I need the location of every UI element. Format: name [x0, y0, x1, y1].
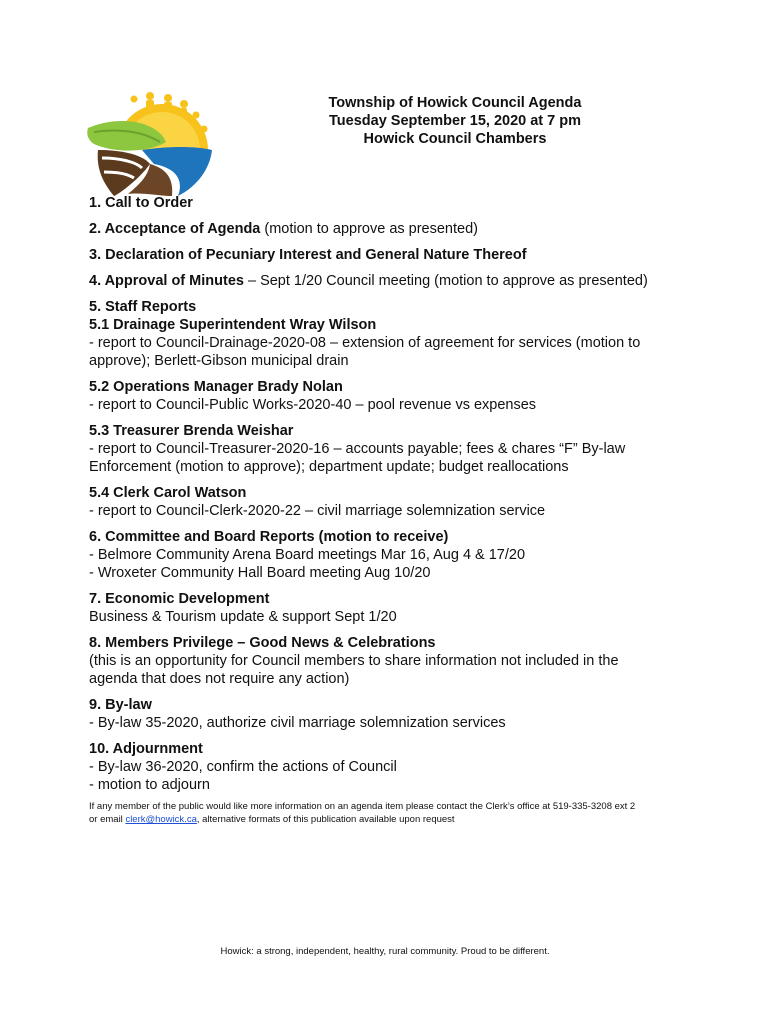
notice-prefix: or email — [89, 814, 126, 825]
item-title: 2. Acceptance of Agenda — [89, 221, 261, 237]
item-text: - By-law 36-2020, confirm the actions of Council — [89, 759, 397, 775]
subitem-text: Enforcement (motion to approve); department update; budget reallocations — [89, 459, 569, 475]
subitem-text: - report to Council-Treasurer-2020-16 – accounts payable; fees & chares “F” By-law — [89, 441, 626, 457]
subitem-text: - report to Council-Public Works-2020-40 – pool revenue vs expenses — [89, 397, 537, 413]
item-title: 4. Approval of Minutes — [89, 273, 244, 289]
item-title: 10. Adjournment — [89, 741, 203, 757]
howick-logo-icon — [80, 88, 220, 198]
item-text: - By-law 35-2020, authorize civil marriage solemnization services — [89, 715, 506, 731]
item-text: (this is an opportunity for Council members to share information not included in the — [89, 653, 619, 669]
item-treasurer — [89, 422, 689, 476]
subitem-text: approve); Berlett-Gibson municipal drain — [89, 353, 349, 369]
item-text: - Belmore Community Arena Board meetings Mar 16, Aug 4 & 17/20 — [89, 547, 526, 563]
item-text: - motion to adjourn — [89, 777, 210, 793]
item-text: - Wroxeter Community Hall Board meeting Aug 10/20 — [89, 565, 431, 581]
subitem-title: 5.3 Treasurer Brenda Weishar — [89, 423, 294, 439]
header-date: Tuesday September 15, 2020 at 7 pm — [329, 113, 581, 129]
item-title: 5. Staff Reports — [89, 299, 197, 315]
item-title: 7. Economic Development — [89, 591, 270, 607]
item-title: 1. Call to Order — [89, 195, 193, 211]
subitem-title: 5.2 Operations Manager Brady Nolan — [89, 379, 343, 395]
header-title: Township of Howick Council Agenda — [328, 95, 582, 111]
item-title: 8. Members Privilege – Good News & Celebrations — [89, 635, 436, 651]
item-committee — [89, 528, 689, 582]
clerk-email-link[interactable]: clerk@howick.ca — [125, 814, 197, 825]
item-economic — [89, 590, 689, 626]
item-text: Business & Tourism update & support Sept 1/20 — [89, 609, 397, 625]
subitem-title: 5.4 Clerk Carol Watson — [89, 485, 247, 501]
footer-slogan: Howick: a strong, independent, healthy, rural community. Proud to be different. — [220, 946, 550, 957]
item-clerk — [89, 484, 689, 520]
notice-line: If any member of the public would like more information on an agenda item please contact the Clerk’s office at 519-335-3208 ext 2 — [89, 801, 636, 812]
agenda-body — [89, 194, 689, 802]
item-adjournment — [89, 740, 689, 794]
item-members-privilege — [89, 634, 689, 688]
item-title: 3. Declaration of Pecuniary Interest and General Nature Thereof — [89, 247, 527, 263]
item-staff-reports — [89, 298, 689, 370]
header-location: Howick Council Chambers — [363, 131, 547, 147]
subitem-text: - report to Council-Drainage-2020-08 – extension of agreement for services (motion to — [89, 335, 641, 351]
item-title: 6. Committee and Board Reports (motion to receive) — [89, 529, 449, 545]
subitem-title: 5.1 Drainage Superintendent Wray Wilson — [89, 317, 377, 333]
item-operations — [89, 378, 689, 414]
item-text: agenda that does not require any action) — [89, 671, 350, 687]
item-note: – Sept 1/20 Council meeting (motion to approve as presented) — [243, 273, 648, 289]
item-title: 9. By-law — [89, 697, 152, 713]
notice-suffix: , alternative formats of this publication available upon request — [196, 814, 455, 825]
item-note: (motion to approve as presented) — [260, 221, 478, 237]
item-bylaw — [89, 696, 689, 732]
item-minutes — [89, 272, 689, 290]
public-notice — [89, 800, 689, 826]
item-pecuniary — [89, 246, 689, 264]
item-acceptance — [89, 220, 689, 238]
subitem-text: - report to Council-Clerk-2020-22 – civil marriage solemnization service — [89, 503, 546, 519]
item-call-to-order — [89, 194, 689, 212]
agenda-header — [240, 94, 670, 148]
